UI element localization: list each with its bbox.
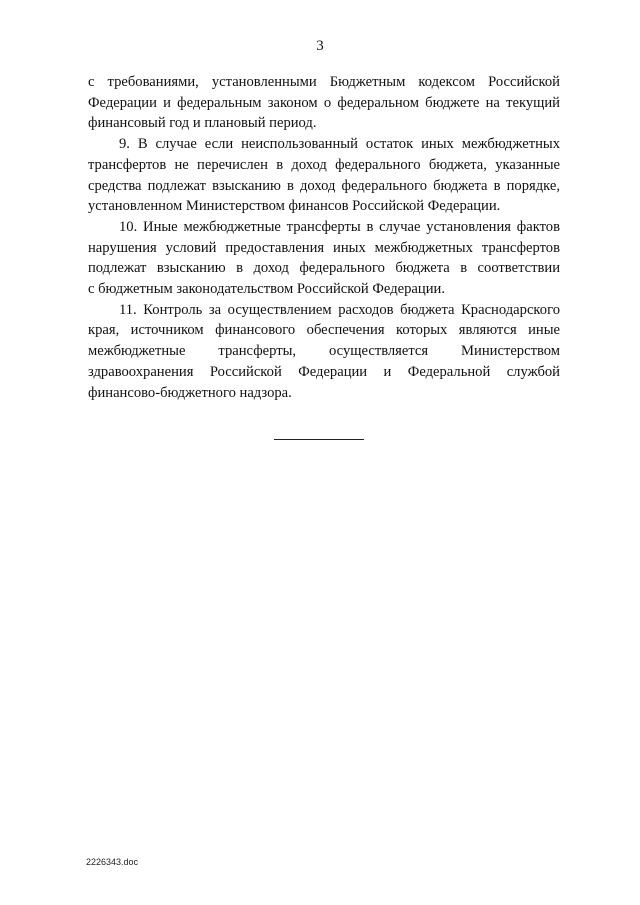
text-line: края, источником финансового обеспечения которых являются иные: [88, 322, 560, 339]
end-of-document-divider: [274, 439, 364, 440]
paragraph-continuation: [88, 72, 560, 134]
text-line: средства подлежат взысканию в доход федерального бюджета в порядке,: [88, 177, 560, 194]
paragraph-item-9: [88, 134, 560, 217]
document-body: [88, 72, 560, 403]
text-line: 10. Иные межбюджетные трансферты в случае установления фактов: [119, 218, 560, 235]
text-line: финансовый год и плановый период.: [88, 115, 317, 132]
text-line: 9. В случае если неиспользованный остаток иных межбюджетных: [119, 136, 560, 153]
text-line: с бюджетным законодательством Российской Федерации.: [88, 281, 445, 298]
text-line: здравоохранения Российской Федерации и Федеральной службой: [88, 363, 560, 380]
text-line: Федерации и федеральным законом о федеральном бюджете на текущий: [88, 94, 560, 111]
text-line: 11. Контроль за осуществлением расходов бюджета Краснодарского: [119, 301, 560, 318]
text-line: установленном Министерством финансов Российской Федерации.: [88, 198, 501, 215]
text-line: трансфертов не перечислен в доход федерального бюджета, указанные: [88, 156, 560, 173]
paragraph-item-11: [88, 300, 560, 404]
text-line: финансово-бюджетного надзора.: [88, 384, 292, 401]
text-line: с требованиями, установленными Бюджетным кодексом Российской: [88, 74, 560, 90]
text-line: нарушения условий предоставления иных межбюджетных трансфертов: [88, 239, 560, 256]
file-code: 2226343.doc: [86, 857, 139, 867]
page-number: 3: [316, 38, 324, 54]
text-line: подлежат взысканию в доход федерального бюджета в соответствии: [88, 260, 560, 277]
text-line: межбюджетные трансферты, осуществляется Министерством: [88, 343, 560, 360]
paragraph-item-10: [88, 217, 560, 300]
